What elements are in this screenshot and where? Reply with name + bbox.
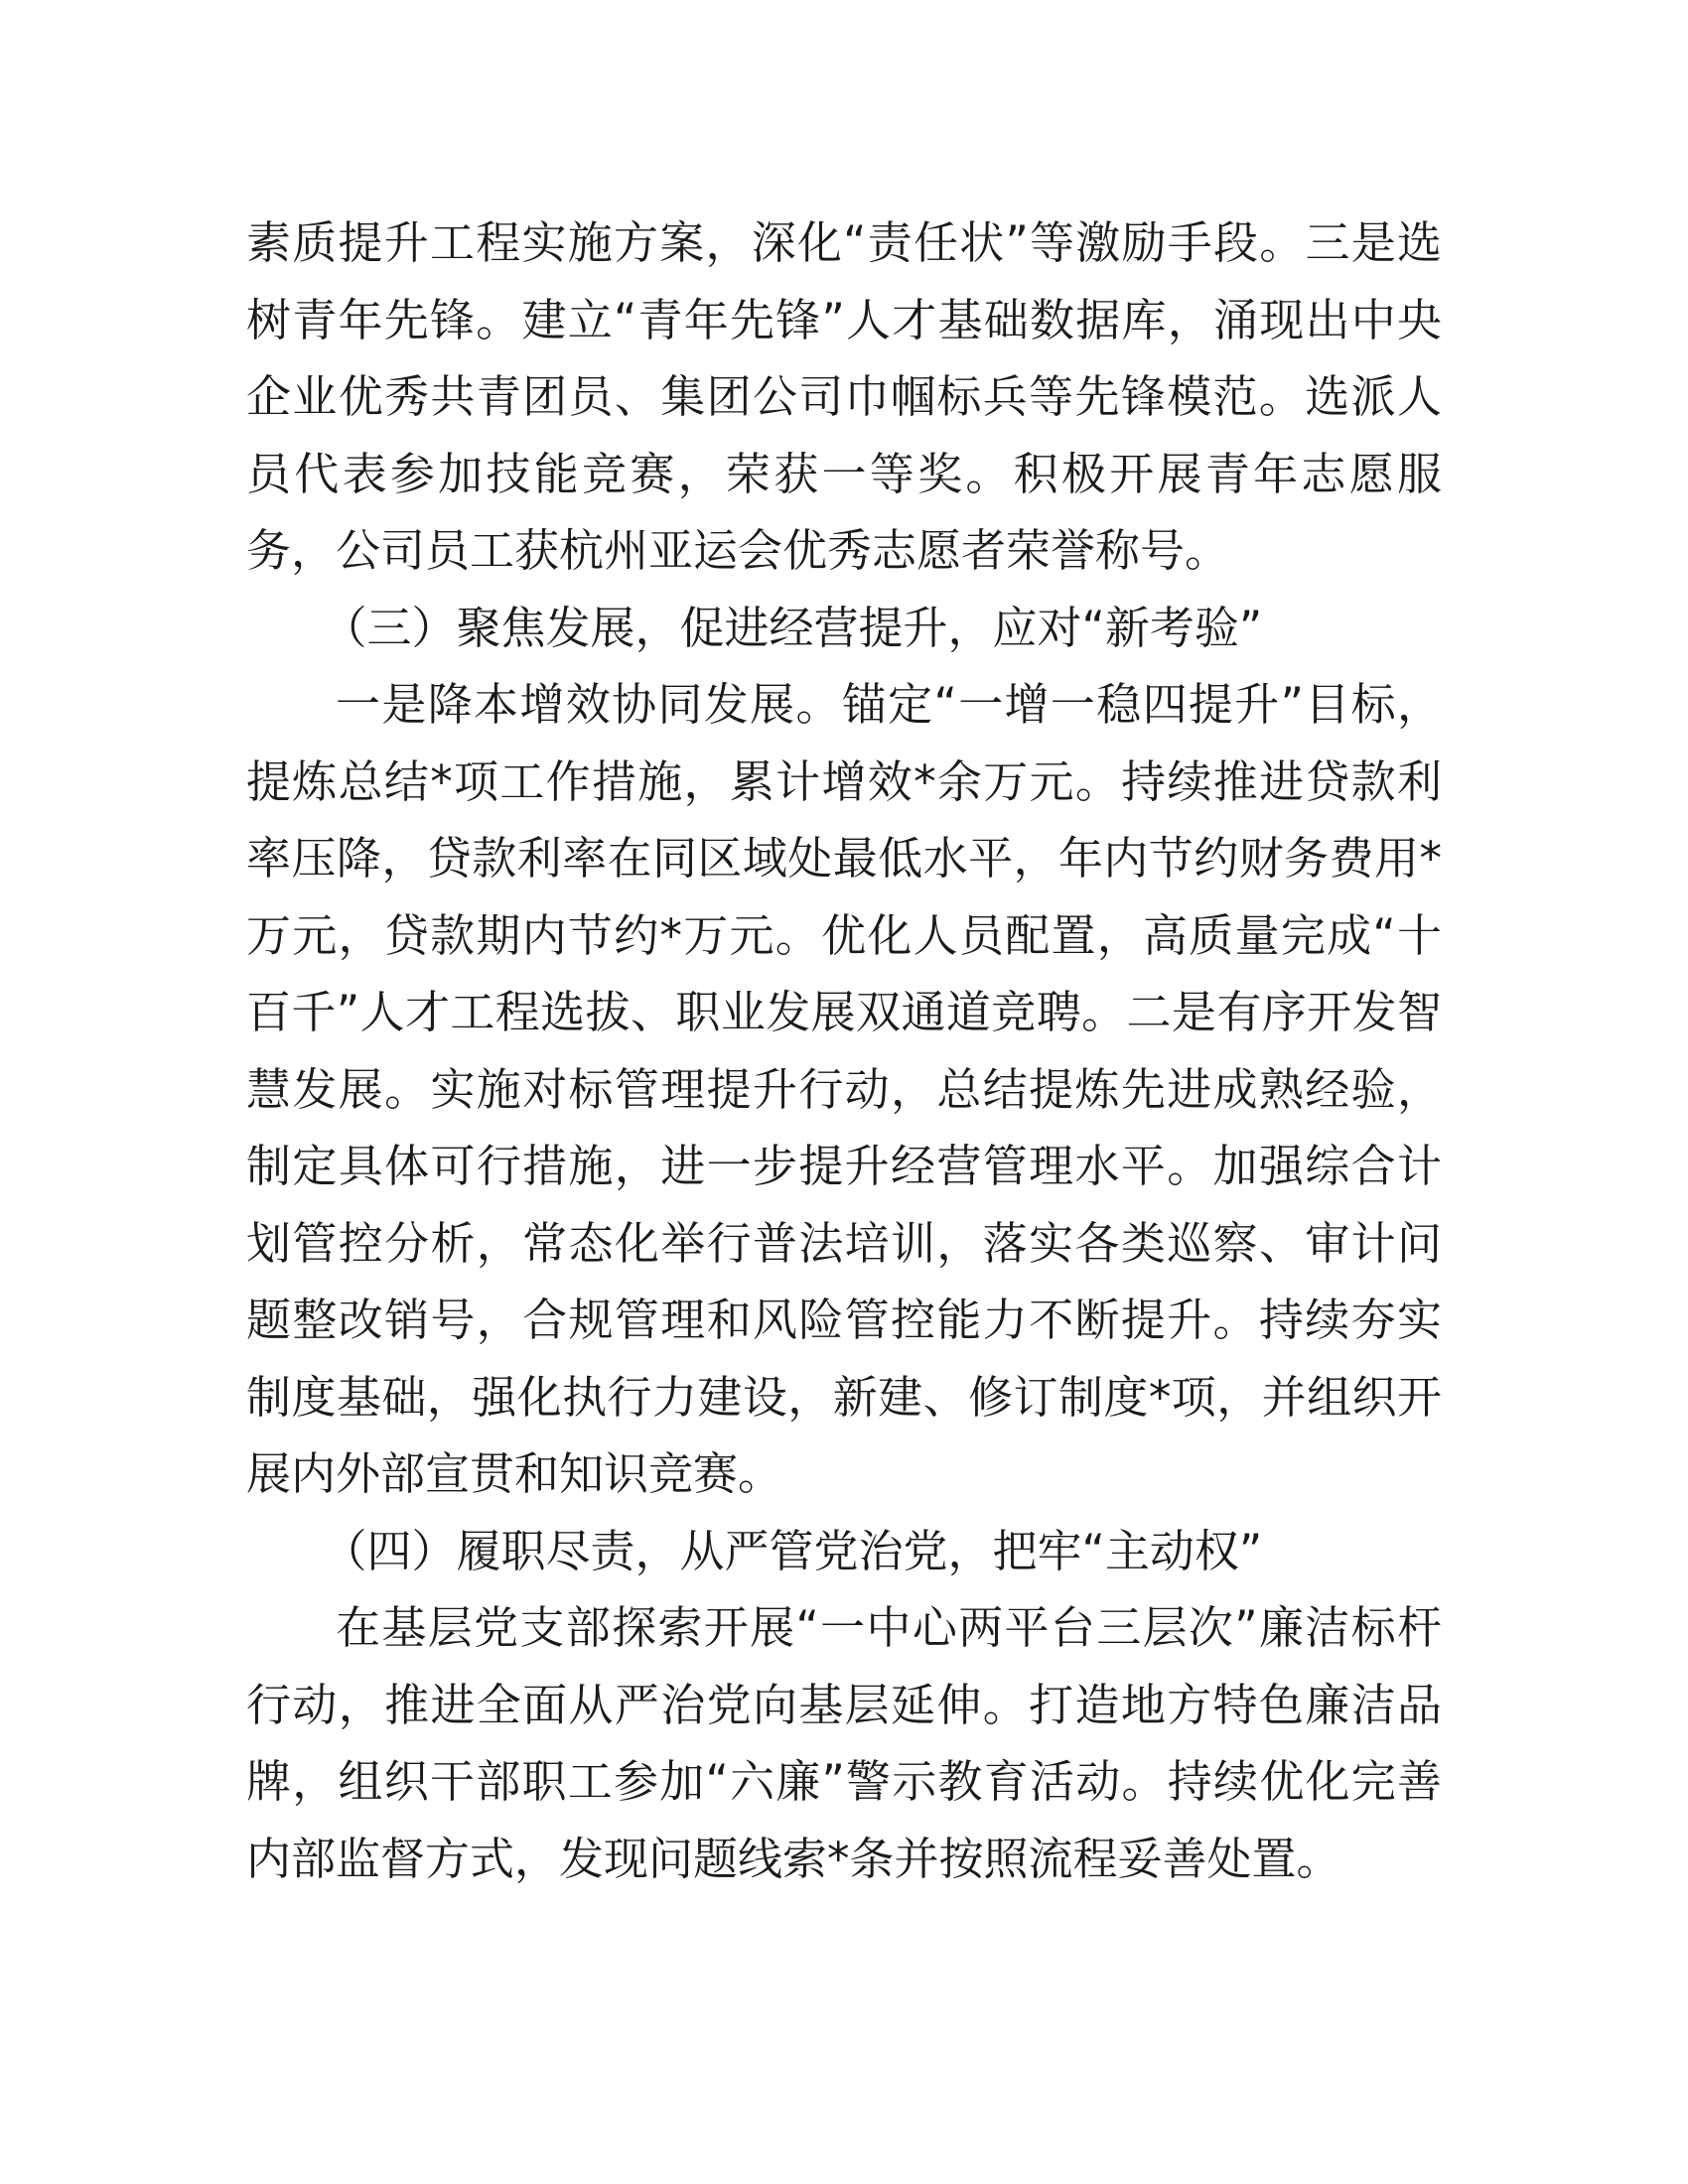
paragraph-cost-efficiency: 一是降本增效协同发展。锚定“一增一稳四提升”目标，提炼总结*项工作措施，累计增效*余万元。持续推进贷款利率压降，贷款利率在同区域处最低水平，年内节约财务费用*万元，贷款期内节约*万元。优化人员配置，高质量完成“十百千”人才工程选拔、职业发展双通道竞聘。二是有序开发智慧发展。实施对标管理提升行动，总结提炼先进成熟经验，制定具体可行措施，进一步提升经营管理水平。加强综合计划管控分析，常态化举行普法培训，落实各类巡察、审计问题整改销号，合规管理和风险管控能力不断提升。持续夯实制度基础，强化执行力建设，新建、修订制度*项，并组织开展内外部宣贯和知识竞赛。 <box>246 678 1442 1500</box>
section-heading-4: （四）履职尽责，从严管党治党，把牢“主动权” <box>322 1524 1263 1577</box>
paragraph-youth-pioneers-continued: 素质提升工程实施方案，深化“责任状”等激励手段。三是选树青年先锋。建立“青年先锋”人才基础数据库，涌现出中央企业优秀共青团员、集团公司巾帼标兵等先锋模范。选派人员代表参加技能竞赛，荣获一等奖。积极开展青年志愿服务，公司员工获杭州亚运会优秀志愿者荣誉称号。 <box>246 216 1442 577</box>
paragraph-integrity-action: 在基层党支部探索开展“一中心两平台三层次”廉洁标杆行动，推进全面从严治党向基层延伸。打造地方特色廉洁品牌，组织干部职工参加“六廉”警示教育活动。持续优化完善内部监督方式，发现问题线索*条并按照流程妥善处置。 <box>246 1601 1442 1885</box>
document-body <box>246 205 1442 1897</box>
section-heading-3: （三）聚焦发展，促进经营提升，应对“新考验” <box>322 601 1263 654</box>
